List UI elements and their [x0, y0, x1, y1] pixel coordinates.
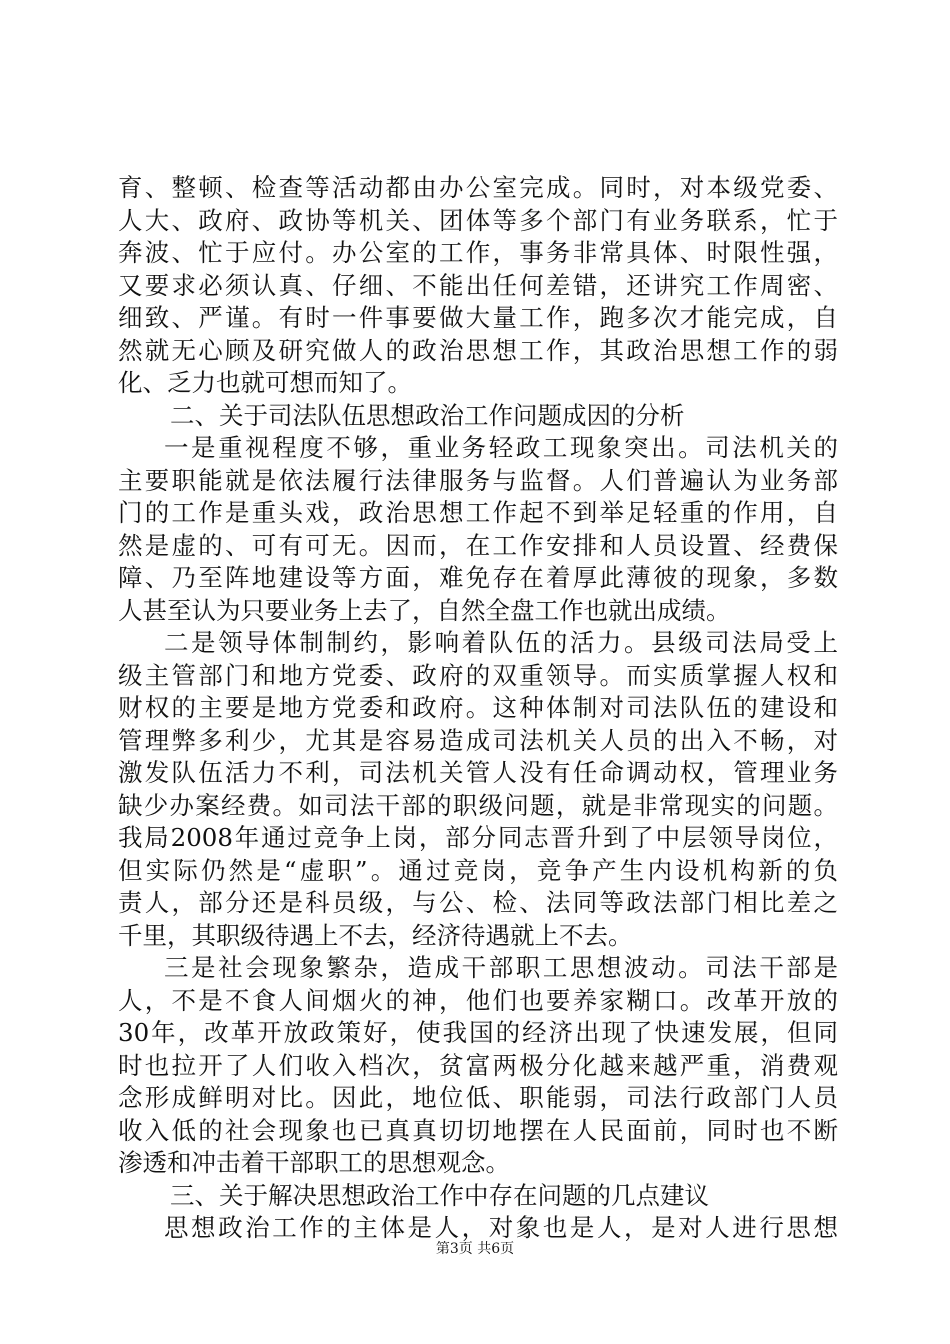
- paragraph-point-3: [118, 952, 838, 1180]
- text-line: 奔波、忙于应付。办公室的工作，事务非常具体、时限性强，: [118, 238, 838, 267]
- page-footer: [0, 1240, 950, 1258]
- text-line: 主要职能就是依法履行法律服务与监督。人们普遍认为业务部: [118, 465, 838, 495]
- text-line: 育、整顿、检查等活动都由办公室完成。同时，对本级党委、: [118, 173, 838, 202]
- text-line: 激发队伍活力不利，司法机关管人没有任命调动权，管理业务: [118, 758, 838, 787]
- section-heading-2: [118, 400, 838, 433]
- text-line: 二是领导体制制约，影响着队伍的活力。县级司法局受上: [164, 628, 838, 657]
- text-line: 一是重视程度不够，重业务轻政工现象突出。司法机关的: [164, 433, 838, 462]
- heading-line: 三、关于解决思想政治工作中存在问题的几点建议: [170, 1180, 709, 1210]
- document-body: [118, 172, 838, 1245]
- text-line: 人甚至认为只要业务上去了，自然全盘工作也就出成绩。: [118, 595, 731, 625]
- text-line: 管理弊多利少，尤其是容易造成司法机关人员的出入不畅，对: [118, 725, 838, 755]
- section-heading-3: [118, 1180, 838, 1213]
- text-line: 然就无心顾及研究做人的政治思想工作，其政治思想工作的弱: [118, 335, 838, 365]
- text-line: 财权的主要是地方党委和政府。这种体制对司法队伍的建设和: [118, 693, 838, 722]
- paragraph-point-1: [118, 432, 838, 627]
- text-line: 30年，改革开放政策好，使我国的经济出现了快速发展，但同: [118, 1018, 838, 1047]
- text-line: 千里，其职级待遇上不去，经济待遇就上不去。: [118, 920, 633, 950]
- text-line: 但实际仍然是“虚职”。通过竞岗，竞争产生内设机构新的负: [118, 855, 838, 885]
- text-line: 级主管部门和地方党委、政府的双重领导。而实质掌握人权和: [118, 660, 838, 690]
- text-line: 我局2008年通过竞争上岗，部分同志晋升到了中层领导岗位，: [118, 823, 838, 852]
- text-line: 思想政治工作的主体是人，对象也是人，是对人进行思想: [164, 1213, 838, 1242]
- text-line: 障、乃至阵地建设等方面，难免存在着厚此薄彼的现象，多数: [118, 563, 838, 592]
- text-line: 人大、政府、政协等机关、团体等多个部门有业务联系，忙于: [118, 205, 838, 235]
- text-line: 时也拉开了人们收入档次，贫富两极分化越来越严重，消费观: [118, 1050, 838, 1080]
- text-line: 细致、严谨。有时一件事要做大量工作，跑多次才能完成，自: [118, 303, 838, 332]
- paragraph-continuation: [118, 172, 838, 400]
- text-line: 又要求必须认真、仔细、不能出任何差错，还讲究工作周密、: [118, 270, 838, 300]
- text-line: 化、乏力也就可想而知了。: [118, 368, 412, 397]
- heading-line: 二、关于司法队伍思想政治工作问题成因的分析: [170, 400, 685, 430]
- text-line: 门的工作是重头戏，政治思想工作起不到举足轻重的作用，自: [118, 498, 838, 527]
- paragraph-point-2: [118, 627, 838, 952]
- text-line: 责人，部分还是科员级，与公、检、法同等政法部门相比差之: [118, 888, 838, 917]
- text-line: 三是社会现象繁杂，造成干部职工思想波动。司法干部是: [164, 953, 838, 982]
- text-line: 渗透和冲击着干部职工的思想观念。: [118, 1148, 510, 1177]
- text-line: 缺少办案经费。如司法干部的职级问题，就是非常现实的问题。: [118, 790, 838, 820]
- text-line: 收入低的社会现象也已真真切切地摆在人民面前，同时也不断: [118, 1115, 838, 1145]
- page-number: 第3页 共6页: [435, 1241, 515, 1257]
- text-line: 然是虚的、可有可无。因而，在工作安排和人员设置、经费保: [118, 530, 838, 560]
- text-line: 念形成鲜明对比。因此，地位低、职能弱，司法行政部门人员: [118, 1083, 838, 1112]
- text-line: 人，不是不食人间烟火的神，他们也要养家糊口。改革开放的: [118, 985, 838, 1015]
